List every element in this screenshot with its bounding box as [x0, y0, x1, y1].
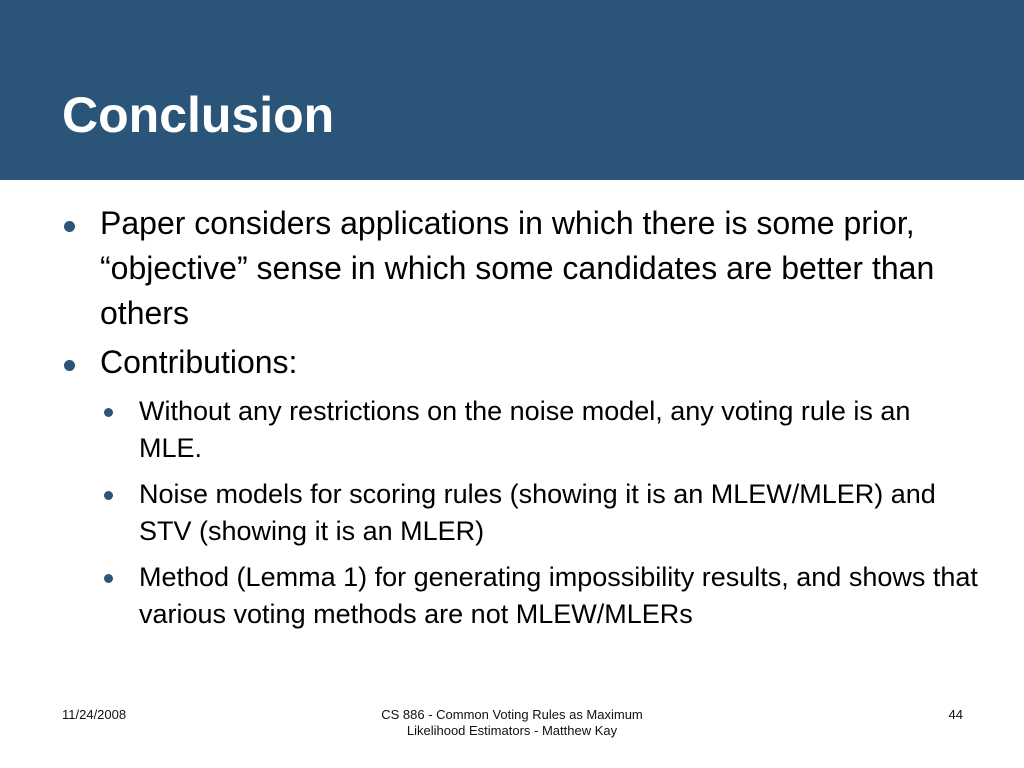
footer-course-line-1: CS 886 - Common Voting Rules as Maximum — [381, 707, 643, 722]
sub-bullet-text: Without any restrictions on the noise model, any voting rule is an MLE. — [139, 396, 911, 463]
sub-bullet-dot — [104, 491, 113, 500]
page-number: 44 — [948, 707, 963, 722]
bullet-dot — [64, 360, 75, 371]
bullet-dot — [64, 221, 75, 232]
footer-course-title — [312, 707, 712, 739]
bullet-text: Paper considers applications in which there is some prior, “objective” sense in which some candidates are better than others — [100, 205, 935, 331]
sub-bullet-dot — [104, 574, 113, 583]
footer-date: 11/24/2008 — [62, 707, 127, 722]
sub-bullet-text: Method (Lemma 1) for generating impossibility results, and shows that various voting methods are not MLEW/MLERs — [139, 562, 978, 629]
sub-bullet-text: Noise models for scoring rules (showing it is an MLEW/MLER) and STV (showing it is an MLER) — [139, 479, 936, 546]
sub-bullet-dot — [104, 408, 113, 417]
slide-title: Conclusion — [62, 87, 335, 143]
bullet-text: Contributions: — [100, 344, 298, 380]
footer-course-line-2: Likelihood Estimators - Matthew Kay — [406, 723, 618, 738]
